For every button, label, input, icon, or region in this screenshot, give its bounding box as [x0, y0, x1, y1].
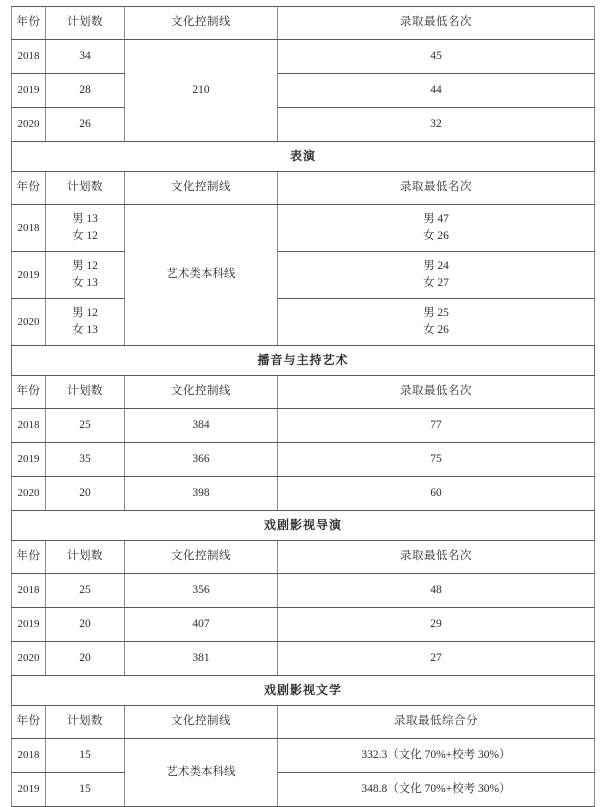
cell-rank-gender: [278, 252, 595, 299]
cell-culture-line: 366: [125, 443, 278, 477]
column-header-plan: 计划数: [46, 706, 125, 739]
cell-year: 2018: [12, 739, 46, 773]
column-header-plan: 计划数: [46, 541, 125, 574]
cell-year: 2018: [12, 40, 46, 74]
cell-culture-line: 384: [125, 409, 278, 443]
column-header-year: 年份: [12, 172, 46, 205]
section-title-directing: 戏剧影视导演: [12, 511, 595, 541]
section-title-performance: 表演: [12, 142, 595, 172]
cell-plan-female: 女 13: [72, 277, 98, 289]
column-header-plan: 计划数: [46, 7, 125, 40]
cell-plan-gender: [46, 252, 125, 299]
section-title-literature: 戏剧影视文学: [12, 676, 595, 706]
cell-year: 2019: [12, 773, 46, 807]
cell-rank-male: 男 24: [423, 260, 449, 273]
section-title-row: [12, 142, 595, 172]
cell-culture-line-merged: 艺术类本科线: [125, 739, 278, 807]
cell-plan: 15: [46, 739, 125, 773]
section-title-row: [12, 511, 595, 541]
cell-composite-score: 348.8（文化 70%+校考 30%）: [278, 773, 595, 807]
table-row: [12, 299, 595, 346]
cell-plan: 25: [46, 574, 125, 608]
column-header-line: 文化控制线: [125, 172, 278, 205]
cell-year: 2020: [12, 299, 46, 346]
cell-culture-line: 381: [125, 642, 278, 676]
cell-rank: 77: [278, 409, 595, 443]
table-row: [12, 477, 595, 511]
cell-rank-gender: [278, 205, 595, 252]
cell-culture-line: 398: [125, 477, 278, 511]
cell-rank: 48: [278, 574, 595, 608]
cell-rank-gender: [278, 299, 595, 346]
cell-culture-line: 407: [125, 608, 278, 642]
cell-plan: 15: [46, 773, 125, 807]
cell-year: 2020: [12, 642, 46, 676]
cell-year: 2019: [12, 252, 46, 299]
column-header-line: 文化控制线: [125, 7, 278, 40]
table-header-row: [12, 706, 595, 739]
cell-plan: 20: [46, 608, 125, 642]
cell-rank-female: 女 26: [423, 230, 449, 242]
section-title-row: [12, 676, 595, 706]
cell-year: 2019: [12, 443, 46, 477]
table-header-row: [12, 541, 595, 574]
admission-data-table: [11, 6, 595, 807]
cell-rank: 45: [278, 40, 595, 74]
table-row: [12, 574, 595, 608]
cell-year: 2020: [12, 477, 46, 511]
section-title-row: [12, 346, 595, 376]
cell-culture-line: 356: [125, 574, 278, 608]
table-row: [12, 40, 595, 74]
cell-culture-line-merged: 艺术类本科线: [125, 205, 278, 346]
cell-plan: 34: [46, 40, 125, 74]
cell-year: 2020: [12, 108, 46, 142]
table-row: [12, 74, 595, 108]
cell-rank: 29: [278, 608, 595, 642]
column-header-year: 年份: [12, 541, 46, 574]
cell-plan-male: 男 12: [72, 260, 98, 273]
cell-rank: 27: [278, 642, 595, 676]
column-header-year: 年份: [12, 7, 46, 40]
cell-plan: 20: [46, 642, 125, 676]
cell-year: 2018: [12, 205, 46, 252]
cell-year: 2019: [12, 74, 46, 108]
cell-plan-gender: [46, 299, 125, 346]
cell-rank: 60: [278, 477, 595, 511]
table-row: [12, 205, 595, 252]
cell-culture-line-merged: 210: [125, 40, 278, 142]
column-header-score: 录取最低综合分: [278, 706, 595, 739]
table-row: [12, 409, 595, 443]
cell-plan: 28: [46, 74, 125, 108]
table-row: [12, 739, 595, 773]
cell-year: 2018: [12, 574, 46, 608]
cell-plan: 35: [46, 443, 125, 477]
table-row: [12, 252, 595, 299]
cell-plan-male: 男 13: [72, 213, 98, 226]
cell-plan-female: 女 12: [72, 230, 98, 242]
table-header-row: [12, 7, 595, 40]
cell-rank-male: 男 47: [423, 213, 449, 226]
column-header-rank: 录取最低名次: [278, 172, 595, 205]
column-header-rank: 录取最低名次: [278, 541, 595, 574]
column-header-year: 年份: [12, 376, 46, 409]
cell-year: 2019: [12, 608, 46, 642]
cell-rank-female: 女 26: [423, 324, 449, 336]
cell-rank-female: 女 27: [423, 277, 449, 289]
cell-plan: 26: [46, 108, 125, 142]
cell-composite-score: 332.3（文化 70%+校考 30%）: [278, 739, 595, 773]
table-row: [12, 608, 595, 642]
table-row: [12, 108, 595, 142]
table-row: [12, 642, 595, 676]
cell-plan: 20: [46, 477, 125, 511]
column-header-plan: 计划数: [46, 172, 125, 205]
cell-plan: 25: [46, 409, 125, 443]
column-header-line: 文化控制线: [125, 541, 278, 574]
cell-plan-gender: [46, 205, 125, 252]
column-header-year: 年份: [12, 706, 46, 739]
table-row: [12, 443, 595, 477]
column-header-plan: 计划数: [46, 376, 125, 409]
table-header-row: [12, 376, 595, 409]
cell-plan-female: 女 13: [72, 324, 98, 336]
cell-rank: 44: [278, 74, 595, 108]
cell-year: 2018: [12, 409, 46, 443]
column-header-rank: 录取最低名次: [278, 376, 595, 409]
table-header-row: [12, 172, 595, 205]
cell-plan-male: 男 12: [72, 307, 98, 320]
column-header-line: 文化控制线: [125, 376, 278, 409]
cell-rank: 32: [278, 108, 595, 142]
section-title-broadcasting: 播音与主持艺术: [12, 346, 595, 376]
cell-rank: 75: [278, 443, 595, 477]
cell-rank-male: 男 25: [423, 307, 449, 320]
column-header-line: 文化控制线: [125, 706, 278, 739]
column-header-rank: 录取最低名次: [278, 7, 595, 40]
